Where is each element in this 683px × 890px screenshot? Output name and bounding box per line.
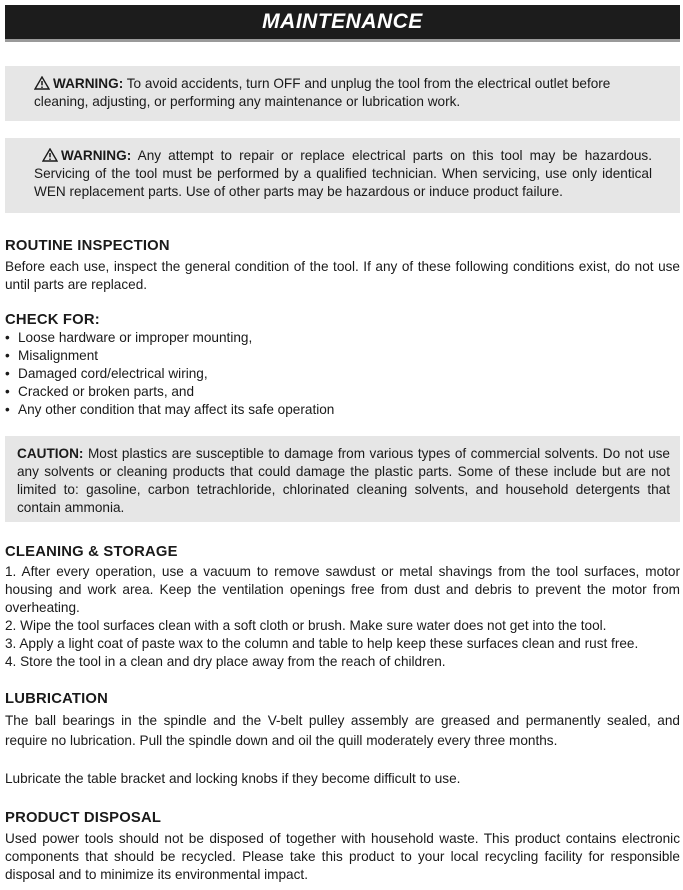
warning-box-repair <box>5 138 680 213</box>
list-item: 4. Store the tool in a clean and dry place away from the reach of children. <box>5 654 446 669</box>
lubrication-text: The ball bearings in the spindle and the V-belt pulley assembly are greased and permanently sealed, and require no lubrication. Pull the spindle down and oil the quill moderately every three months. <box>5 713 680 748</box>
product-disposal-heading: PRODUCT DISPOSAL <box>5 810 162 826</box>
list-item: • Misalignment <box>5 347 334 365</box>
page-title: MAINTENANCE <box>262 10 423 33</box>
list-item: • Damaged cord/electrical wiring, <box>5 365 334 383</box>
list-item: 2. Wipe the tool surfaces clean with a soft cloth or brush. Make sure water does not get into the tool. <box>5 618 607 633</box>
warning-label: WARNING: <box>53 76 124 91</box>
warning-box-unplug <box>5 66 680 121</box>
warning-label: WARNING: <box>61 148 132 163</box>
check-list <box>5 329 334 419</box>
cleaning-storage-heading: CLEANING & STORAGE <box>5 544 178 560</box>
section-banner <box>5 5 680 42</box>
warning-triangle-icon <box>34 76 50 90</box>
warning-text: To avoid accidents, turn OFF and unplug the tool from the electrical outlet before cleaning, adjusting, or performing any maintenance or lubrication work. <box>34 76 611 109</box>
list-item: 3. Apply a light coat of paste wax to the column and table to help keep these surfaces clean and rust free. <box>5 636 639 651</box>
list-item: • Loose hardware or improper mounting, <box>5 329 334 347</box>
cleaning-steps <box>5 563 680 671</box>
lubrication-text-2: Lubricate the table bracket and locking knobs if they become difficult to use. <box>5 771 461 786</box>
warning-triangle-icon <box>42 148 58 162</box>
caution-label: CAUTION: <box>17 446 84 461</box>
list-item: • Cracked or broken parts, and <box>5 383 334 401</box>
product-disposal-text: Used power tools should not be disposed of together with household waste. This product contains electronic components that should be recycled. Please take this product to your local recycling facility for responsible disposal and to minimize its environmental impact. <box>5 831 680 882</box>
caution-box <box>5 436 680 522</box>
routine-inspection-text: Before each use, inspect the general condition of the tool. If any of these following conditions exist, do not use until parts are replaced. <box>5 259 680 292</box>
lubrication-heading: LUBRICATION <box>5 691 109 707</box>
caution-text: Most plastics are susceptible to damage from various types of commercial solvents. Do not use any solvents or cleaning products that could damage the plastic parts. Some of these include but are not limited to: gasoline, carbon tetrachloride, chlorinated cleaning solvents, and household detergents that contain ammonia. <box>17 446 670 515</box>
list-item: 1. After every operation, use a vacuum to remove sawdust or metal shavings from the tool surfaces, motor housing and work area. Keep the ventilation openings free from dust and debris to prevent the motor from overheating. <box>5 564 680 615</box>
list-item: • Any other condition that may affect its safe operation <box>5 401 334 419</box>
routine-inspection-heading: ROUTINE INSPECTION <box>5 238 170 254</box>
check-for-heading: CHECK FOR: <box>5 312 100 328</box>
warning-text: Any attempt to repair or replace electrical parts on this tool may be hazardous. Servicing of the tool must be performed by a qualified technician. When servicing, use only identical WEN replacement parts. Use of other parts may be hazardous or induce product failure. <box>34 148 652 199</box>
